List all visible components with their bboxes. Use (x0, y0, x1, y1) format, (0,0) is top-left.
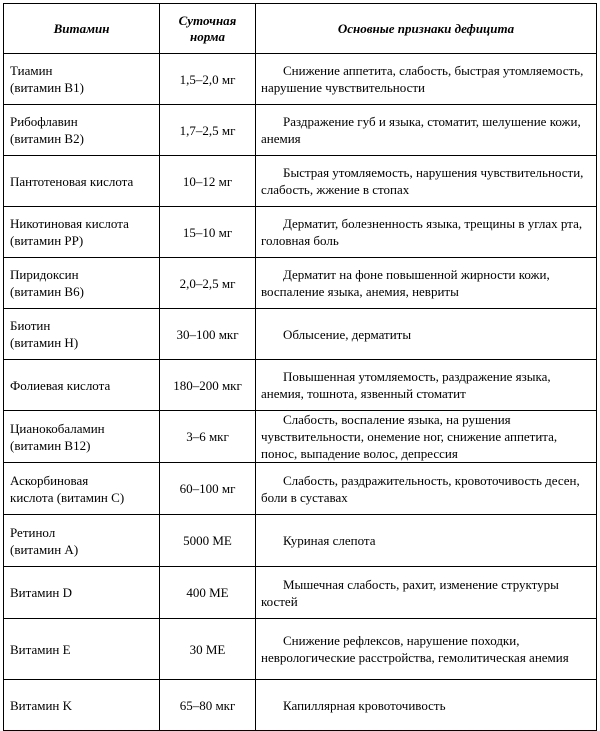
table-row (4, 619, 597, 680)
vitamin-alt-name: (витамин B1) (10, 80, 84, 95)
header-daily-norm (160, 4, 256, 54)
header-daily-norm-line2: норма (190, 28, 225, 44)
deficiency-signs-cell: Быстрая утомляемость, нарушения чувствительности, слабость, жжение в стопах (256, 156, 597, 207)
daily-norm-cell: 15–10 мг (160, 207, 256, 258)
vitamin-deficiency-table (3, 3, 597, 731)
vitamin-name-cell (4, 105, 160, 156)
vitamin-name-cell (4, 360, 160, 411)
vitamin-name: Ретинол (10, 524, 56, 540)
vitamin-name: Фолиевая кислота (10, 377, 111, 393)
vitamin-name: Биотин (10, 318, 51, 333)
table-row (4, 309, 597, 360)
table-row (4, 258, 597, 309)
header-daily-norm-line1: Суточная (178, 12, 237, 28)
table-row (4, 463, 597, 515)
vitamin-name: Витамин K (10, 697, 73, 713)
vitamin-name-cell (4, 680, 160, 731)
daily-norm-cell: 30–100 мкг (160, 309, 256, 360)
deficiency-signs-cell: Снижение аппетита, слабость, быстрая утомляемость, нарушение чувствительности (256, 54, 597, 105)
deficiency-signs-cell: Дерматит, болезненность языка, трещины в углах рта, головная боль (256, 207, 597, 258)
vitamin-name: Пиридоксин (10, 267, 79, 282)
table-row (4, 567, 597, 619)
vitamin-alt-name: кислота (витамин C) (10, 489, 125, 505)
vitamin-name: Витамин E (10, 641, 71, 657)
daily-norm-cell: 2,0–2,5 мг (160, 258, 256, 309)
vitamin-name: Аскорбиновая (10, 472, 89, 488)
vitamin-name: Тиамин (10, 63, 53, 78)
vitamin-name-cell (4, 207, 160, 258)
table-row (4, 411, 597, 463)
daily-norm-cell: 1,5–2,0 мг (160, 54, 256, 105)
deficiency-signs-cell: Дерматит на фоне повышенной жирности кожи, воспаление языка, анемия, невриты (256, 258, 597, 309)
header-deficiency-signs: Основные признаки дефицита (256, 4, 597, 54)
daily-norm-cell: 3–6 мкг (160, 411, 256, 463)
vitamin-name-cell (4, 258, 160, 309)
table-row (4, 360, 597, 411)
deficiency-signs-cell: Слабость, воспаление языка, на рушения чувствительности, онемение ног, снижение аппетита, понос, выпадение волос, депрессия (256, 411, 597, 463)
vitamin-name: Рибофлавин (10, 114, 78, 129)
table-row (4, 54, 597, 105)
vitamin-alt-name: (витамин PP) (10, 233, 84, 248)
vitamin-name-cell (4, 54, 160, 105)
deficiency-signs-cell: Слабость, раздражительность, кровоточивость десен, боли в суставах (256, 463, 597, 515)
deficiency-signs-cell: Мышечная слабость, рахит, изменение структуры костей (256, 567, 597, 619)
vitamin-name: Пантотеновая кислота (10, 173, 134, 189)
daily-norm-cell: 5000 МЕ (160, 515, 256, 567)
table-row (4, 105, 597, 156)
deficiency-signs-cell: Раздражение губ и языка, стоматит, шелушение кожи, анемия (256, 105, 597, 156)
table-row (4, 680, 597, 731)
daily-norm-cell: 65–80 мкг (160, 680, 256, 731)
vitamin-name-cell (4, 619, 160, 680)
vitamin-alt-name: (витамин B6) (10, 284, 84, 299)
vitamin-name-cell (4, 463, 160, 515)
daily-norm-cell: 180–200 мкг (160, 360, 256, 411)
daily-norm-cell: 60–100 мг (160, 463, 256, 515)
vitamin-alt-name: (витамин B12) (10, 437, 91, 453)
deficiency-signs-cell: Повышенная утомляемость, раздражение языка, анемия, тошнота, язвенный стоматит (256, 360, 597, 411)
vitamin-alt-name: (витамин A) (10, 541, 79, 557)
table-row (4, 156, 597, 207)
vitamin-name-cell (4, 411, 160, 463)
vitamin-name-cell (4, 515, 160, 567)
vitamin-name: Никотиновая кислота (10, 216, 129, 231)
vitamin-alt-name: (витамин B2) (10, 131, 84, 146)
daily-norm-cell: 30 МЕ (160, 619, 256, 680)
header-vitamin: Витамин (4, 4, 160, 54)
daily-norm-cell: 10–12 мг (160, 156, 256, 207)
daily-norm-cell: 400 МЕ (160, 567, 256, 619)
vitamin-name-cell (4, 156, 160, 207)
vitamin-name-cell (4, 309, 160, 360)
vitamin-name: Витамин D (10, 585, 73, 600)
daily-norm-cell: 1,7–2,5 мг (160, 105, 256, 156)
table-row (4, 515, 597, 567)
deficiency-signs-cell: Снижение рефлексов, нарушение походки, неврологические расстройства, гемолитическая анемия (256, 619, 597, 680)
vitamin-name: Цианокобаламин (10, 420, 105, 436)
vitamin-name-cell (4, 567, 160, 619)
deficiency-signs-cell: Куриная слепота (256, 515, 597, 567)
table-header-row (4, 4, 597, 54)
vitamin-alt-name: (витамин H) (10, 335, 79, 350)
deficiency-signs-cell: Капиллярная кровоточивость (256, 680, 597, 731)
deficiency-signs-cell: Облысение, дерматиты (256, 309, 597, 360)
table-row (4, 207, 597, 258)
